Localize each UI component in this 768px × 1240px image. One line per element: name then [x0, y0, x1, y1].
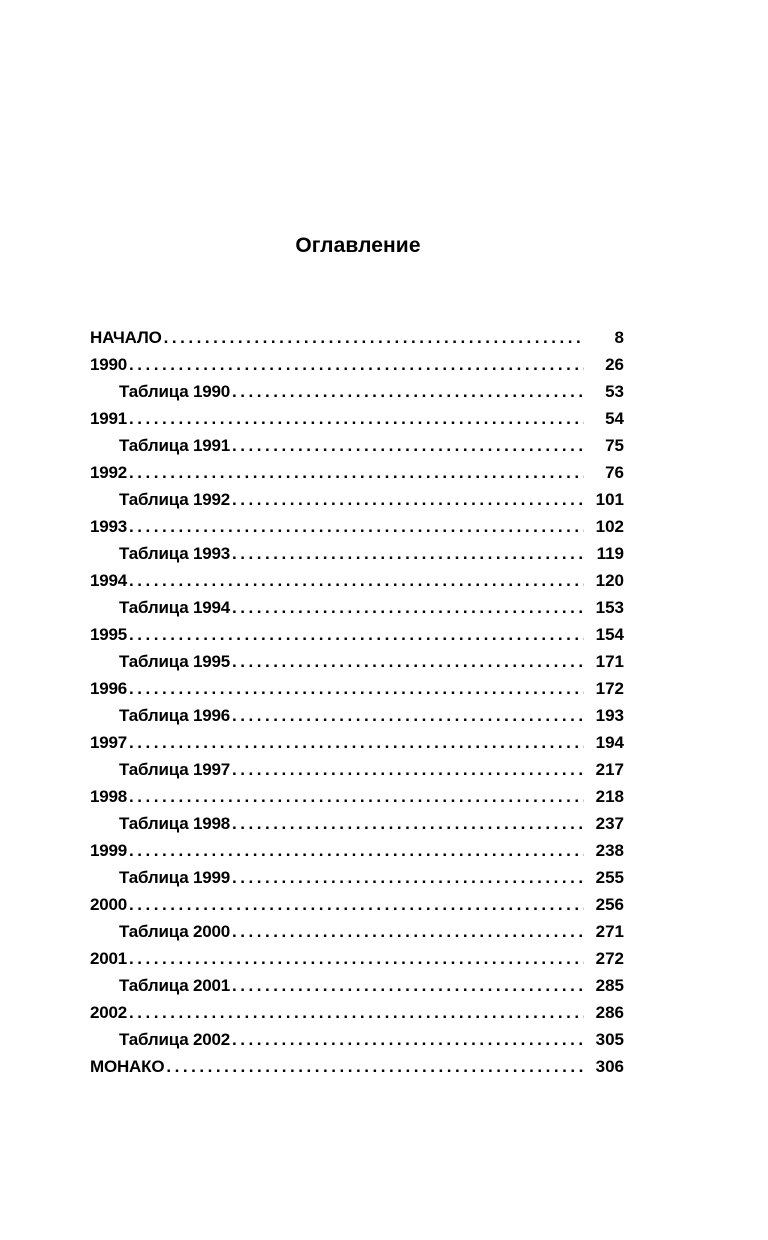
toc-entry-page-number: 286: [595, 1003, 624, 1022]
toc-entry-page-number: 76: [605, 463, 624, 482]
toc-entry-page-number: 54: [605, 409, 624, 428]
toc-entry-label: Таблица 2001: [119, 976, 230, 995]
toc-subentry[interactable]: [90, 702, 624, 729]
toc-entry-page-number: 119: [596, 544, 624, 563]
toc-entry[interactable]: [90, 351, 624, 378]
toc-entry-label: НАЧАЛО: [90, 328, 162, 347]
toc-subentry[interactable]: [90, 594, 624, 621]
table-of-contents: [90, 324, 624, 1080]
toc-entry-label: 1990: [90, 355, 128, 374]
toc-entry[interactable]: [90, 621, 624, 648]
toc-entry-page-number: 256: [595, 895, 624, 914]
toc-entry-label: Таблица 1999: [119, 868, 230, 887]
dot-leader: [232, 648, 584, 675]
dot-leader: [129, 675, 584, 702]
dot-leader: [232, 486, 584, 513]
toc-entry[interactable]: [90, 513, 624, 540]
toc-subentry[interactable]: [90, 756, 624, 783]
dot-leader: [232, 594, 584, 621]
toc-entry-page-number: 238: [595, 841, 624, 860]
dot-leader: [232, 810, 584, 837]
toc-entry[interactable]: [90, 1053, 624, 1080]
toc-entry[interactable]: [90, 729, 624, 756]
toc-entry-label: Таблица 1990: [119, 382, 230, 401]
toc-entry-page-number: 75: [605, 436, 624, 455]
toc-entry-page-number: 153: [595, 598, 624, 617]
toc-entry-label: 1998: [90, 787, 128, 806]
toc-subentry[interactable]: [90, 810, 624, 837]
toc-entry-page-number: 255: [595, 868, 624, 887]
toc-entry-page-number: 272: [595, 949, 624, 968]
dot-leader: [129, 783, 584, 810]
dot-leader: [129, 891, 584, 918]
dot-leader: [129, 837, 584, 864]
dot-leader: [166, 1053, 584, 1080]
toc-entry-page-number: 171: [595, 652, 624, 671]
toc-entry-label: 1996: [90, 679, 128, 698]
dot-leader: [232, 756, 584, 783]
toc-entry-label: Таблица 2002: [119, 1030, 230, 1049]
toc-entry[interactable]: [90, 891, 624, 918]
toc-entry-label: 1995: [90, 625, 128, 644]
toc-entry-page-number: 154: [595, 625, 624, 644]
toc-entry-label: 2000: [90, 895, 128, 914]
toc-entry[interactable]: [90, 945, 624, 972]
toc-entry-label: Таблица 1993: [119, 544, 230, 563]
toc-entry-label: Таблица 1997: [119, 760, 230, 779]
dot-leader: [232, 432, 584, 459]
toc-subentry[interactable]: [90, 378, 624, 405]
toc-entry[interactable]: [90, 783, 624, 810]
dot-leader: [129, 729, 584, 756]
toc-entry-label: 2002: [90, 1003, 128, 1022]
toc-entry-page-number: 237: [595, 814, 624, 833]
dot-leader: [232, 972, 584, 999]
toc-entry-page-number: 306: [595, 1057, 624, 1076]
dot-leader: [232, 864, 584, 891]
toc-entry-label: Таблица 1991: [119, 436, 230, 455]
toc-entry-label: 1997: [90, 733, 128, 752]
toc-entry-label: Таблица 1995: [119, 652, 230, 671]
toc-entry-label: Таблица 1994: [119, 598, 230, 617]
dot-leader: [129, 459, 584, 486]
toc-entry-label: МОНАКО: [90, 1057, 165, 1076]
toc-subentry[interactable]: [90, 918, 624, 945]
dot-leader: [232, 702, 584, 729]
toc-subentry[interactable]: [90, 432, 624, 459]
toc-entry-page-number: 26: [605, 355, 624, 374]
toc-subentry[interactable]: [90, 972, 624, 999]
toc-entry[interactable]: [90, 324, 624, 351]
toc-entry-page-number: 193: [595, 706, 624, 725]
toc-subentry[interactable]: [90, 1026, 624, 1053]
toc-subentry[interactable]: [90, 648, 624, 675]
toc-entry-label: 1993: [90, 517, 128, 536]
toc-entry-label: Таблица 2000: [119, 922, 230, 941]
toc-entry-page-number: 305: [595, 1030, 624, 1049]
toc-entry[interactable]: [90, 405, 624, 432]
toc-entry[interactable]: [90, 567, 624, 594]
toc-entry-page-number: 102: [595, 517, 624, 536]
toc-entry-page-number: 218: [595, 787, 624, 806]
dot-leader: [129, 513, 584, 540]
toc-entry-page-number: 101: [595, 490, 624, 509]
toc-entry-label: Таблица 1992: [119, 490, 230, 509]
dot-leader: [129, 621, 584, 648]
toc-entry[interactable]: [90, 837, 624, 864]
dot-leader: [129, 351, 584, 378]
toc-entry[interactable]: [90, 459, 624, 486]
toc-entry-page-number: 172: [595, 679, 624, 698]
toc-entry-page-number: 120: [595, 571, 624, 590]
toc-entry-label: 1999: [90, 841, 128, 860]
toc-entry-page-number: 285: [595, 976, 624, 995]
toc-entry-label: Таблица 1998: [119, 814, 230, 833]
toc-entry[interactable]: [90, 999, 624, 1026]
dot-leader: [232, 918, 584, 945]
page-title: Оглавление: [295, 234, 421, 257]
toc-entry-label: 2001: [90, 949, 128, 968]
toc-subentry[interactable]: [90, 486, 624, 513]
dot-leader: [164, 324, 584, 351]
dot-leader: [232, 1026, 584, 1053]
toc-entry-page-number: 8: [614, 328, 624, 347]
dot-leader: [129, 945, 584, 972]
toc-entry-page-number: 271: [595, 922, 624, 941]
dot-leader: [232, 540, 584, 567]
toc-subentry[interactable]: [90, 540, 624, 567]
toc-entry-page-number: 217: [595, 760, 624, 779]
toc-entry-label: 1994: [90, 571, 128, 590]
toc-entry-label: 1992: [90, 463, 128, 482]
toc-entry[interactable]: [90, 675, 624, 702]
dot-leader: [129, 405, 584, 432]
toc-entry-label: Таблица 1996: [119, 706, 230, 725]
dot-leader: [232, 378, 584, 405]
toc-entry-label: 1991: [90, 409, 128, 428]
dot-leader: [129, 999, 584, 1026]
dot-leader: [129, 567, 584, 594]
toc-entry-page-number: 194: [595, 733, 624, 752]
toc-entry-page-number: 53: [605, 382, 624, 401]
toc-subentry[interactable]: [90, 864, 624, 891]
